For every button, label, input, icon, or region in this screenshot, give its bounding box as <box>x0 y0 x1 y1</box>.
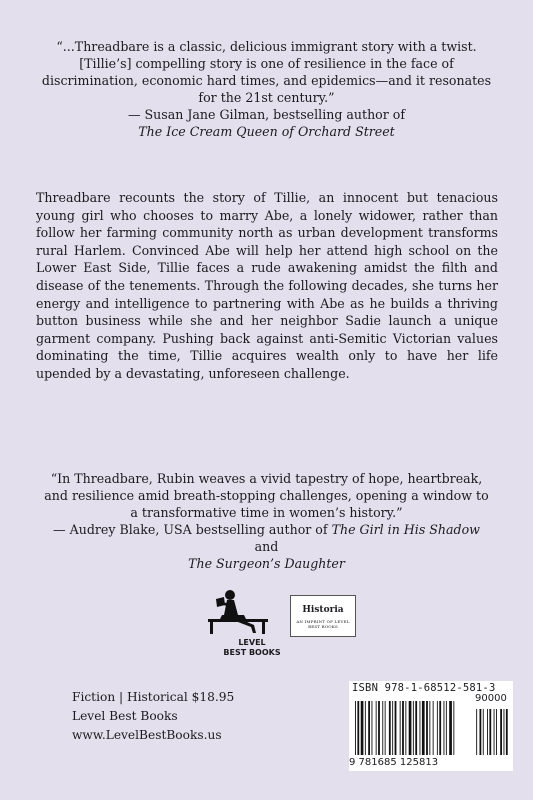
quote-2-connector: and <box>254 539 279 554</box>
addon-bar <box>504 709 505 755</box>
publisher-logos <box>200 585 380 661</box>
barcode-bar <box>376 701 377 755</box>
barcode-bar <box>415 701 417 755</box>
publisher-info <box>72 688 234 745</box>
publisher-name: Level Best Books <box>72 709 178 723</box>
quote-2-attribution: — Audrey Blake, USA bestselling author of <box>53 522 328 537</box>
barcode-bar <box>453 701 454 755</box>
barcode-bar <box>395 701 397 755</box>
barcode-bar <box>426 701 428 755</box>
price-code: 90000 <box>475 693 507 704</box>
barcode-bar <box>429 701 430 755</box>
barcode-bar <box>385 701 386 755</box>
endorsement-quote-1 <box>40 38 493 140</box>
barcode-bar <box>365 701 366 755</box>
barcode-bar <box>392 701 393 755</box>
barcode-bar <box>389 701 391 755</box>
barcode-bar <box>368 701 370 755</box>
barcode-bar <box>437 701 438 755</box>
barcode-bar <box>355 701 356 755</box>
addon-bar <box>496 709 497 755</box>
level-best-books-wordmark <box>222 638 282 658</box>
endorsement-quote-2 <box>40 470 493 572</box>
barcode-bar <box>382 701 383 755</box>
addon-bar <box>506 709 508 755</box>
barcode-bar <box>449 701 452 755</box>
addon-bar <box>476 709 477 755</box>
addon-bar <box>494 709 495 755</box>
barcode-bar <box>361 701 364 755</box>
barcode-bar <box>405 701 406 755</box>
barcode-bar <box>420 701 421 755</box>
barcode-digits: 9 781685 125813 <box>349 757 439 768</box>
level-best-books-logo <box>200 585 281 661</box>
addon-bar <box>483 709 484 755</box>
isbn-number: ISBN 978-1-68512-581-3 <box>352 682 496 694</box>
barcode-bar <box>378 701 380 755</box>
lbb-line-2: BEST BOOKS <box>223 648 281 657</box>
barcode-bar <box>433 701 434 755</box>
publisher-website: www.LevelBestBooks.us <box>72 728 222 742</box>
quote-1-text: “...Threadbare is a classic, delicious immigrant story with a twist. [Tillie’s] compelling story is one of resilience in the face of discrimination, economic hard times, and epidemics—and it resonates for the 21st century.” <box>41 39 492 105</box>
lbb-line-1: LEVEL <box>238 638 266 647</box>
quote-1-book-title: The Ice Cream Queen of Orchard Street <box>138 124 395 139</box>
isbn-barcode <box>349 681 513 771</box>
barcode-bar <box>409 701 412 755</box>
barcode-bar <box>439 701 441 755</box>
barcode-digits-row <box>349 757 513 768</box>
quote-1-attribution: — Susan Jane Gilman, bestselling author of <box>127 107 406 122</box>
historia-imprint-logo <box>290 595 356 637</box>
historia-subtitle: AN IMPRINT OF LEVEL BEST BOOKS <box>296 619 350 629</box>
barcode-bars <box>349 695 513 757</box>
addon-bar <box>500 709 502 755</box>
quote-2-text: “In Threadbare, Rubin weaves a vivid tapestry of hope, heartbreak, and resilience amid breath-stopping challenges, opening a window to a transformative time in women’s history.” <box>44 471 489 520</box>
quote-2-attribution-line <box>40 521 493 555</box>
barcode-bar <box>446 701 447 755</box>
addon-bar <box>480 709 482 755</box>
barcode-bar <box>413 701 414 755</box>
addon-bar <box>489 709 491 755</box>
reading-woman-icon <box>200 585 276 641</box>
quote-2-book-title-2: The Surgeon’s Daughter <box>188 556 345 571</box>
barcode-bar <box>422 701 425 755</box>
quote-2-book-title-1: The Girl in His Shadow <box>331 522 480 537</box>
category-price: Fiction | Historical $18.95 <box>72 690 235 704</box>
addon-bar <box>487 709 488 755</box>
barcode-bar <box>372 701 373 755</box>
historia-title: Historia <box>302 605 344 615</box>
barcode-bar <box>402 701 404 755</box>
barcode-bar <box>357 701 359 755</box>
barcode-bar <box>400 701 401 755</box>
book-description: Threadbare recounts the story of Tillie, an innocent but tenacious young girl who chooses to marry Abe, a lonely widower, rather than follow her farming community north as urban development transforms rural Harlem. Convinced Abe will help her attend high school on the Lower East Side, Tillie faces a rude awakening amidst the filth and disease of the tenements. Through the following decades, she turns her energy and intelligence to partnering with Abe as he builds a thriving button business while she and her neighbor Sadie launch a unique garment company. Pushing back against anti-Semitic Victorian values dominating the time, Tillie acquires wealth only to have her life upended by a devastating, unforeseen challenge. <box>36 190 498 381</box>
barcode-bar <box>444 701 445 755</box>
